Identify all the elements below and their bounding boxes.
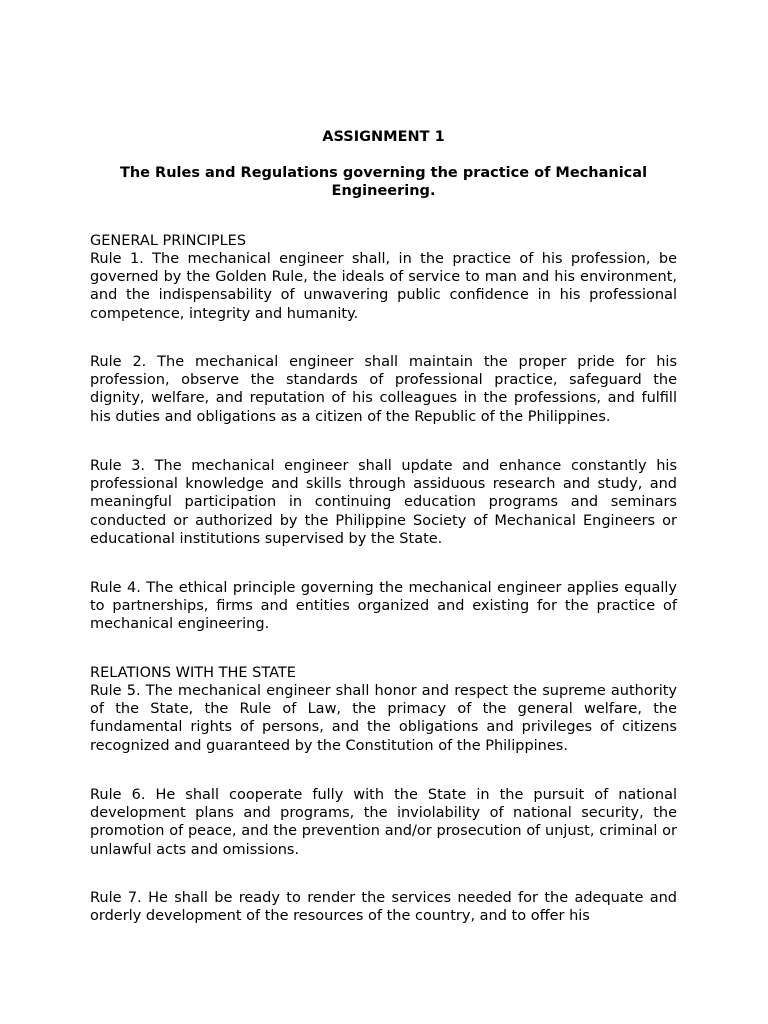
rule-5-paragraph: Rule 5. The mechanical engineer shall honor and respect the supreme authority of the State, the Rule of Law, the primacy of the general welfare, the fundamental rights of persons, and the obligations and privileges of citizens recognized and guaranteed by the Constitution of the Philippines. bbox=[90, 683, 677, 754]
rule-6-paragraph: Rule 6. He shall cooperate fully with the State in the pursuit of national development plans and programs, the inviolability of national security, the promotion of peace, and the prevention and/or prosecution of unjust, criminal or unlawful acts and omissions. bbox=[90, 787, 677, 858]
rule-7-paragraph: Rule 7. He shall be ready to render the services needed for the adequate and orderly development of the resources of the country, and to offer his bbox=[90, 890, 677, 925]
section-heading-general-principles: GENERAL PRINCIPLES bbox=[90, 233, 247, 249]
section-heading-relations-with-the-state: RELATIONS WITH THE STATE bbox=[90, 665, 296, 681]
rule-4-paragraph: Rule 4. The ethical principle governing the mechanical engineer applies equally to partnerships, firms and entities organized and existing for the practice of mechanical engineering. bbox=[90, 580, 677, 633]
rule-3-paragraph: Rule 3. The mechanical engineer shall update and enhance constantly his professional knowledge and skills through assiduous research and study, and meaningful participation in continuing education programs and seminars conducted or authorized by the Philippine Society of Mechanical Engineers or educational institutions supervised by the State. bbox=[90, 458, 677, 547]
rule-2-paragraph: Rule 2. The mechanical engineer shall maintain the proper pride for his profession, observe the standards of professional practice, safeguard the dignity, welfare, and reputation of his colleagues in the professions, and fulfill his duties and obligations as a citizen of the Republic of the Philippines. bbox=[90, 354, 677, 425]
page-title: ASSIGNMENT 1 bbox=[322, 129, 445, 145]
page-subtitle: The Rules and Regulations governing the practice of Mechanical Engineering. bbox=[119, 165, 648, 199]
rule-1-paragraph: Rule 1. The mechanical engineer shall, in the practice of his profession, be governed by the Golden Rule, the ideals of service to man and his environment, and the indispensability of unwavering public confidence in his professional competence, integrity and humanity. bbox=[90, 251, 677, 322]
